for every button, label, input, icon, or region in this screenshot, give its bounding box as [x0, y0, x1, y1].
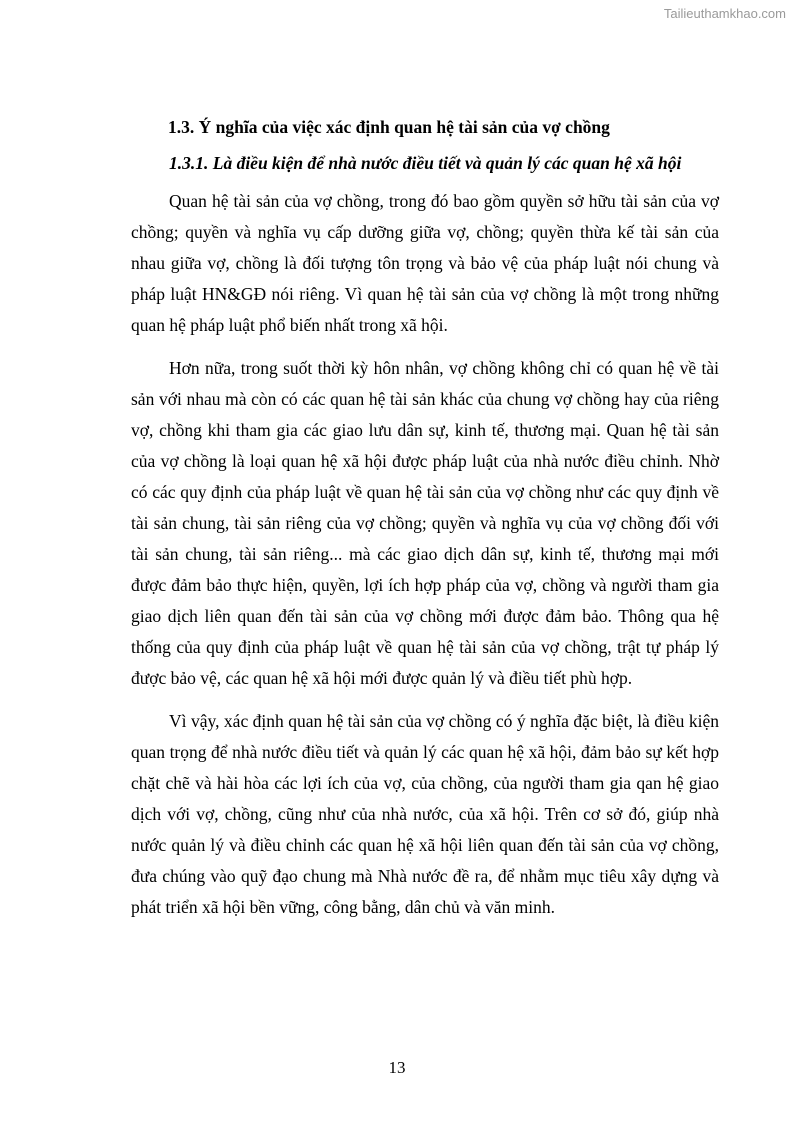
document-body [131, 112, 719, 923]
section-heading: 1.3. Ý nghĩa của việc xác định quan hệ tài sản của vợ chồng [168, 117, 610, 137]
subsection-heading: 1.3.1. Là điều kiện để nhà nước điều tiết và quản lý các quan hệ xã hội [169, 153, 682, 173]
page-number: 13 [388, 1058, 406, 1077]
paragraph-1: Quan hệ tài sản của vợ chồng, trong đó bao gồm quyền sở hữu tài sản của vợ chồng; quyền và nghĩa vụ cấp dưỡng giữa vợ, chồng; quyền thừa kế tài sản của nhau giữa vợ, chồng là đối tượng tôn trọng và bảo vệ của pháp luật nói chung và pháp luật HN&GĐ nói riêng. Vì quan hệ tài sản của vợ chồng là một trong những quan hệ pháp luật phổ biến nhất trong xã hội. [131, 191, 719, 335]
watermark: Tailieuthamkhao.com [663, 6, 786, 21]
paragraph-2: Hơn nữa, trong suốt thời kỳ hôn nhân, vợ chồng không chỉ có quan hệ về tài sản với nhau mà còn có các quan hệ tài sản khác của chung vợ chồng hay của riêng vợ, chồng khi tham gia các giao lưu dân sự, kinh tế, thương mại. Quan hệ tài sản của vợ chồng là loại quan hệ xã hội được pháp luật của nhà nước điều chỉnh. Nhờ có các quy định của pháp luật về quan hệ tài sản của vợ chồng như các quy định về tài sản chung, tài sản riêng của vợ chồng; quyền và nghĩa vụ của vợ chồng đối với tài sản chung, tài sản riêng... mà các giao dịch dân sự, kinh tế, thương mại mới được đảm bảo thực hiện, quyền, lợi ích hợp pháp của vợ, chồng và người tham gia giao dịch liên quan đến tài sản của vợ chồng mới được đảm bảo. Thông qua hệ thống của quy định của pháp luật về quan hệ tài sản của vợ chồng, trật tự pháp lý được bảo vệ, các quan hệ xã hội mới được quản lý và điều tiết phù hợp. [131, 358, 719, 688]
paragraph-3: Vì vậy, xác định quan hệ tài sản của vợ chồng có ý nghĩa đặc biệt, là điều kiện quan trọng để nhà nước điều tiết và quản lý các quan hệ xã hội, đảm bảo sự kết hợp chặt chẽ và hài hòa các lợi ích của vợ, của chồng, của người tham gia qan hệ giao dịch với vợ, chồng, cũng như của nhà nước, của xã hội. Trên cơ sở đó, giúp nhà nước quản lý và điều chỉnh các quan hệ xã hội liên quan đến tài sản của vợ chồng, đưa chúng vào quỹ đạo chung mà Nhà nước đề ra, để nhằm mục tiêu xây dựng và phát triển xã hội bền vững, công bằng, dân chủ và văn minh. [131, 711, 719, 917]
